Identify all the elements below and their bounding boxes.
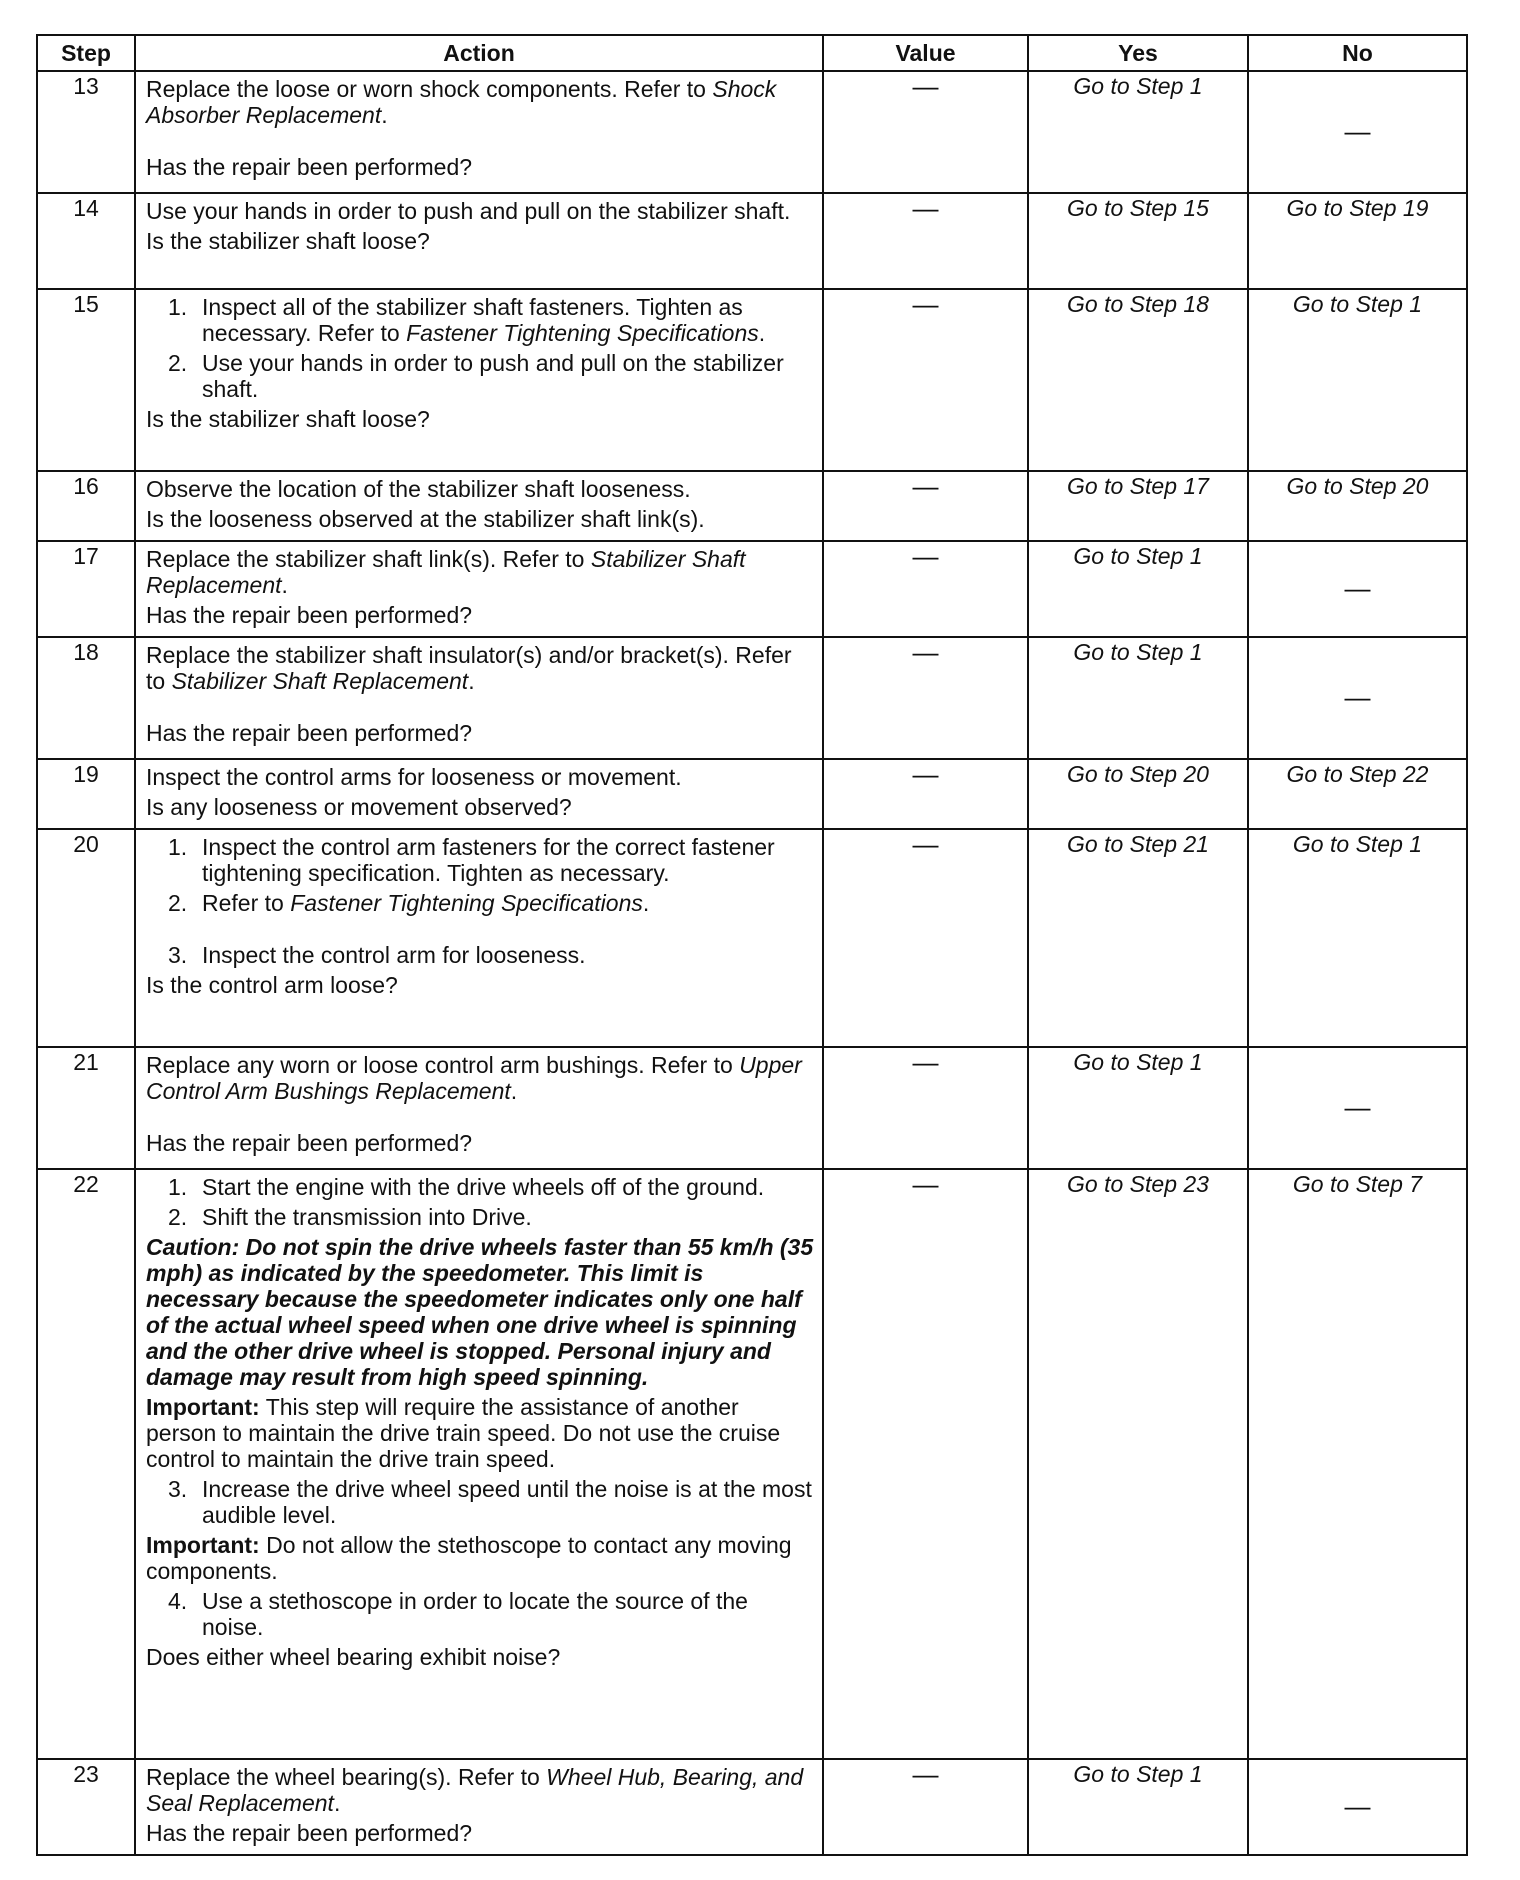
action-question: Is the control arm loose? — [146, 972, 398, 998]
step-number: 17 — [37, 541, 135, 637]
action-text: Replace the wheel bearing(s). Refer to Wheel Hub, Bearing, and Seal Replacement. — [146, 1764, 804, 1816]
no-cell: — — [1248, 1047, 1467, 1169]
reference-link: Wheel Hub, Bearing, and Seal Replacement — [146, 1764, 804, 1816]
step-number: 20 — [37, 829, 135, 1047]
list-item: 3. Inspect the control arm for looseness. — [168, 942, 586, 968]
header-value: Value — [823, 35, 1028, 71]
action-text: Inspect the control arms for looseness or movement. — [146, 764, 682, 790]
value-cell: — — [823, 637, 1028, 759]
no-cell: — — [1248, 541, 1467, 637]
header-yes: Yes — [1028, 35, 1248, 71]
value-cell: — — [823, 541, 1028, 637]
important-note: Important: This step will require the assistance of another person to maintain the drive train speed. Do not use the cruise control to maintain the drive train speed. — [146, 1394, 781, 1472]
list-item: 1. Inspect the control arm fasteners for the correct fastener tightening specification. Tighten as necessary. — [168, 834, 775, 886]
no-cell: Go to Step 20 — [1248, 471, 1467, 541]
list-item: 2. Refer to Fastener Tightening Specifications. — [168, 890, 650, 916]
action-cell — [135, 829, 823, 1047]
no-cell: — — [1248, 1759, 1467, 1855]
step-number: 18 — [37, 637, 135, 759]
header-step: Step — [37, 35, 135, 71]
list-item: 3. Increase the drive wheel speed until the noise is at the most audible level. — [168, 1476, 812, 1528]
action-question: Has the repair been performed? — [146, 154, 473, 180]
action-text: Observe the location of the stabilizer shaft looseness. — [146, 476, 691, 502]
list-item: 1. Start the engine with the drive wheels off of the ground. — [168, 1174, 765, 1200]
yes-cell: Go to Step 21 — [1028, 829, 1248, 1047]
action-cell — [135, 289, 823, 471]
action-question: Is the looseness observed at the stabilizer shaft link(s). — [146, 506, 705, 532]
reference-link: Stabilizer Shaft Replacement — [146, 546, 746, 598]
value-cell: — — [823, 471, 1028, 541]
value-cell: — — [823, 1169, 1028, 1759]
table-row — [37, 1169, 1467, 1759]
action-text: Replace the loose or worn shock components. Refer to Shock Absorber Replacement. — [146, 76, 777, 128]
no-cell: Go to Step 1 — [1248, 829, 1467, 1047]
yes-cell: Go to Step 1 — [1028, 1759, 1248, 1855]
value-cell: — — [823, 759, 1028, 829]
value-cell: — — [823, 1047, 1028, 1169]
yes-cell: Go to Step 20 — [1028, 759, 1248, 829]
action-question: Is any looseness or movement observed? — [146, 794, 572, 820]
list-item: 1. Inspect all of the stabilizer shaft fasteners. Tighten as necessary. Refer to Fastener Tightening Specifications. — [168, 294, 766, 346]
table-row — [37, 637, 1467, 759]
no-cell: Go to Step 22 — [1248, 759, 1467, 829]
table-row — [37, 289, 1467, 471]
reference-link: Fastener Tightening Specifications — [290, 890, 643, 916]
step-number: 15 — [37, 289, 135, 471]
yes-cell: Go to Step 1 — [1028, 1047, 1248, 1169]
action-cell — [135, 471, 823, 541]
diagnostic-table — [36, 34, 1468, 1856]
no-cell: Go to Step 1 — [1248, 289, 1467, 471]
action-cell — [135, 193, 823, 289]
action-text: Replace the stabilizer shaft link(s). Refer to Stabilizer Shaft Replacement. — [146, 546, 746, 598]
no-cell: — — [1248, 637, 1467, 759]
action-text: Use your hands in order to push and pull on the stabilizer shaft. — [146, 198, 791, 224]
reference-link: Stabilizer Shaft Replacement — [171, 668, 469, 694]
table-row — [37, 1047, 1467, 1169]
value-cell: — — [823, 829, 1028, 1047]
action-cell — [135, 637, 823, 759]
action-question: Is the stabilizer shaft loose? — [146, 406, 430, 432]
yes-cell: Go to Step 1 — [1028, 71, 1248, 193]
header-row — [37, 35, 1467, 71]
step-number: 19 — [37, 759, 135, 829]
yes-cell: Go to Step 17 — [1028, 471, 1248, 541]
value-cell: — — [823, 289, 1028, 471]
no-cell: — — [1248, 71, 1467, 193]
action-question: Has the repair been performed? — [146, 602, 473, 628]
no-cell: Go to Step 7 — [1248, 1169, 1467, 1759]
action-text: Replace the stabilizer shaft insulator(s) and/or bracket(s). Refer to Stabilizer Shaft Replacement. — [146, 642, 792, 694]
action-cell — [135, 1169, 823, 1759]
table-row — [37, 471, 1467, 541]
yes-cell: Go to Step 23 — [1028, 1169, 1248, 1759]
action-cell — [135, 759, 823, 829]
reference-link: Upper Control Arm Bushings Replacement — [146, 1052, 802, 1104]
table-row — [37, 1759, 1467, 1855]
table-row — [37, 829, 1467, 1047]
table-row — [37, 71, 1467, 193]
action-cell — [135, 1759, 823, 1855]
reference-link: Fastener Tightening Specifications — [406, 320, 759, 346]
value-cell: — — [823, 1759, 1028, 1855]
step-number: 23 — [37, 1759, 135, 1855]
action-cell — [135, 1047, 823, 1169]
action-text: Replace any worn or loose control arm bushings. Refer to Upper Control Arm Bushings Replacement. — [146, 1052, 802, 1104]
yes-cell: Go to Step 15 — [1028, 193, 1248, 289]
header-action: Action — [135, 35, 823, 71]
action-question: Is the stabilizer shaft loose? — [146, 228, 430, 254]
value-cell: — — [823, 71, 1028, 193]
step-number: 14 — [37, 193, 135, 289]
table-row — [37, 193, 1467, 289]
header-no: No — [1248, 35, 1467, 71]
list-item: 2. Use your hands in order to push and pull on the stabilizer shaft. — [168, 350, 784, 402]
yes-cell: Go to Step 1 — [1028, 541, 1248, 637]
step-number: 21 — [37, 1047, 135, 1169]
step-number: 13 — [37, 71, 135, 193]
table-row — [37, 759, 1467, 829]
yes-cell: Go to Step 1 — [1028, 637, 1248, 759]
step-number: 16 — [37, 471, 135, 541]
list-item: 2. Shift the transmission into Drive. — [168, 1204, 532, 1230]
value-cell: — — [823, 193, 1028, 289]
action-cell — [135, 71, 823, 193]
important-note: Important: Do not allow the stethoscope to contact any moving components. — [146, 1532, 792, 1584]
no-cell: Go to Step 19 — [1248, 193, 1467, 289]
list-item: 4. Use a stethoscope in order to locate the source of the noise. — [168, 1588, 748, 1640]
action-question: Has the repair been performed? — [146, 1820, 473, 1846]
action-question: Has the repair been performed? — [146, 1130, 473, 1156]
step-number: 22 — [37, 1169, 135, 1759]
caution-note: Caution: Do not spin the drive wheels faster than 55 km/h (35 mph) as indicated by the speedometer. This limit is necessary because the speedometer indicates only one half of the actual wheel speed when one drive wheel is spinning and the other drive wheel is stopped. Personal injury and damage may result from high speed spinning. — [146, 1234, 814, 1390]
reference-link: Shock Absorber Replacement — [146, 76, 777, 128]
action-cell — [135, 541, 823, 637]
table-row — [37, 541, 1467, 637]
yes-cell: Go to Step 18 — [1028, 289, 1248, 471]
action-question: Has the repair been performed? — [146, 720, 473, 746]
action-question: Does either wheel bearing exhibit noise? — [146, 1644, 561, 1670]
